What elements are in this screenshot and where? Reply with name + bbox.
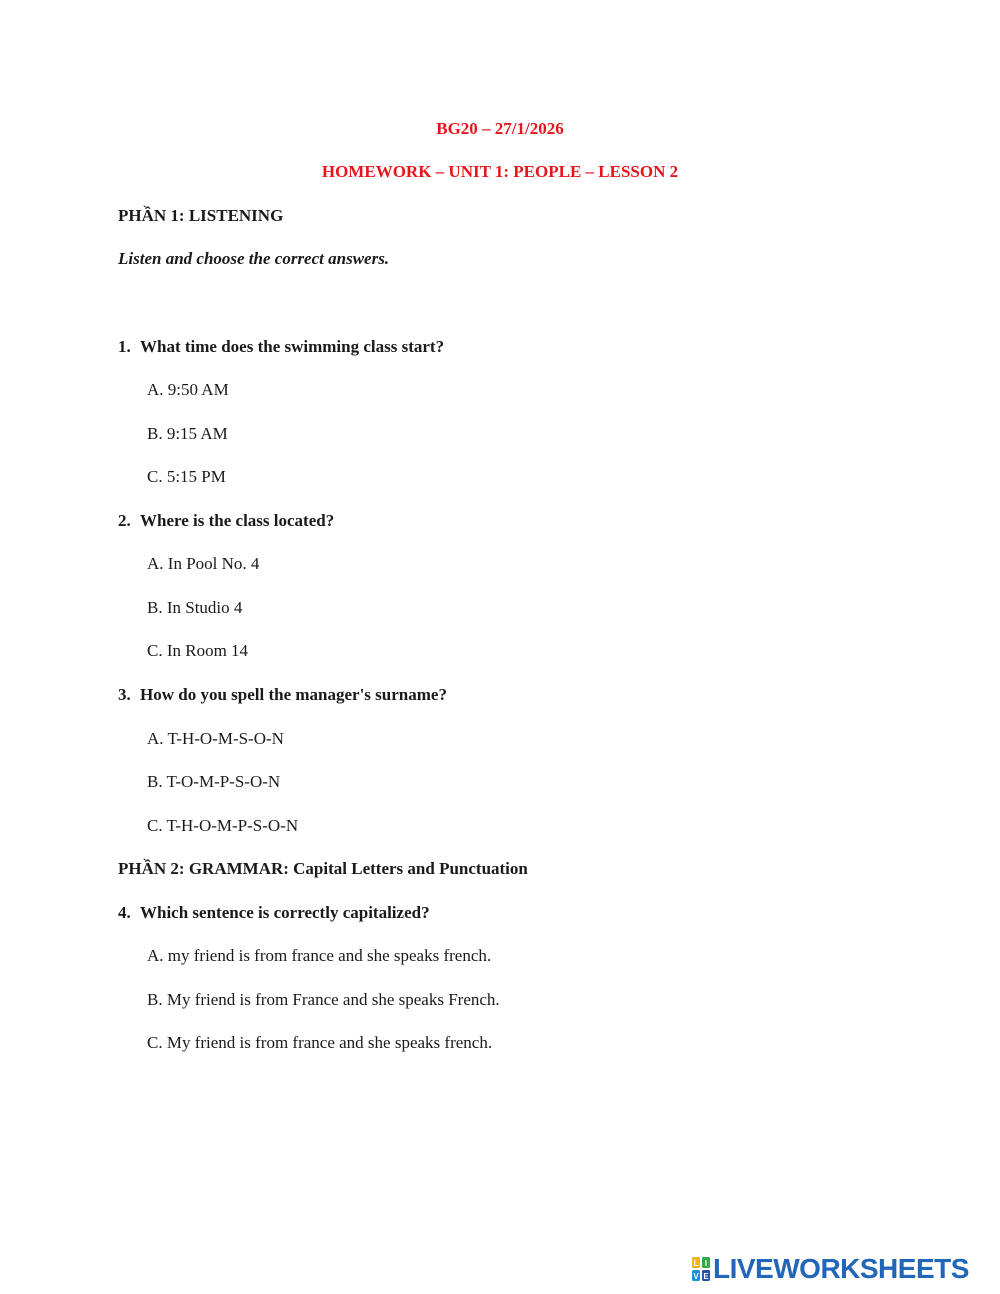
question-number: 3. <box>118 685 131 704</box>
svg-text:I: I <box>704 1259 708 1268</box>
class-date: BG20 – 27/1/2026 <box>436 119 564 138</box>
svg-text:E: E <box>703 1272 709 1281</box>
part2-heading: PHẦN 2: GRAMMAR: Capital Letters and Punctuation <box>118 859 528 878</box>
option-4a[interactable]: A. my friend is from france and she speaks french. <box>147 946 492 965</box>
question-3 <box>118 684 447 706</box>
question-number: 2. <box>118 511 131 530</box>
question-1 <box>118 336 444 358</box>
question-text: How do you spell the manager's surname? <box>140 685 447 704</box>
question-text: What time does the swimming class start? <box>140 337 445 356</box>
option-3a[interactable]: A. T-H-O-M-S-O-N <box>147 729 284 748</box>
question-number: 4. <box>118 903 131 922</box>
logo-text: LIVEWORKSHEETS <box>713 1253 969 1284</box>
option-4b[interactable]: B. My friend is from France and she speaks French. <box>147 990 500 1009</box>
option-4c[interactable]: C. My friend is from france and she speaks french. <box>147 1033 493 1052</box>
option-2b[interactable]: B. In Studio 4 <box>147 598 243 617</box>
option-1c[interactable]: C. 5:15 PM <box>147 467 226 486</box>
option-2a[interactable]: A. In Pool No. 4 <box>147 554 260 573</box>
svg-text:V: V <box>693 1272 699 1281</box>
liveworksheets-logo[interactable] <box>692 1253 969 1284</box>
question-text: Where is the class located? <box>140 511 335 530</box>
option-1a[interactable]: A. 9:50 AM <box>147 380 229 399</box>
option-3b[interactable]: B. T-O-M-P-S-O-N <box>147 772 281 791</box>
option-3c[interactable]: C. T-H-O-M-P-S-O-N <box>147 816 299 835</box>
page-title: HOMEWORK – UNIT 1: PEOPLE – LESSON 2 <box>321 162 679 181</box>
svg-text:L: L <box>693 1259 699 1268</box>
part1-heading: PHẦN 1: LISTENING <box>118 206 284 225</box>
option-2c[interactable]: C. In Room 14 <box>147 641 249 660</box>
question-4 <box>118 902 430 924</box>
option-1b[interactable]: B. 9:15 AM <box>147 424 228 443</box>
part1-instruction: Listen and choose the correct answers. <box>118 249 390 268</box>
question-2 <box>118 510 334 532</box>
liveworksheets-logo-icon <box>692 1257 710 1281</box>
question-text: Which sentence is correctly capitalized? <box>140 903 430 922</box>
question-number: 1. <box>118 337 131 356</box>
